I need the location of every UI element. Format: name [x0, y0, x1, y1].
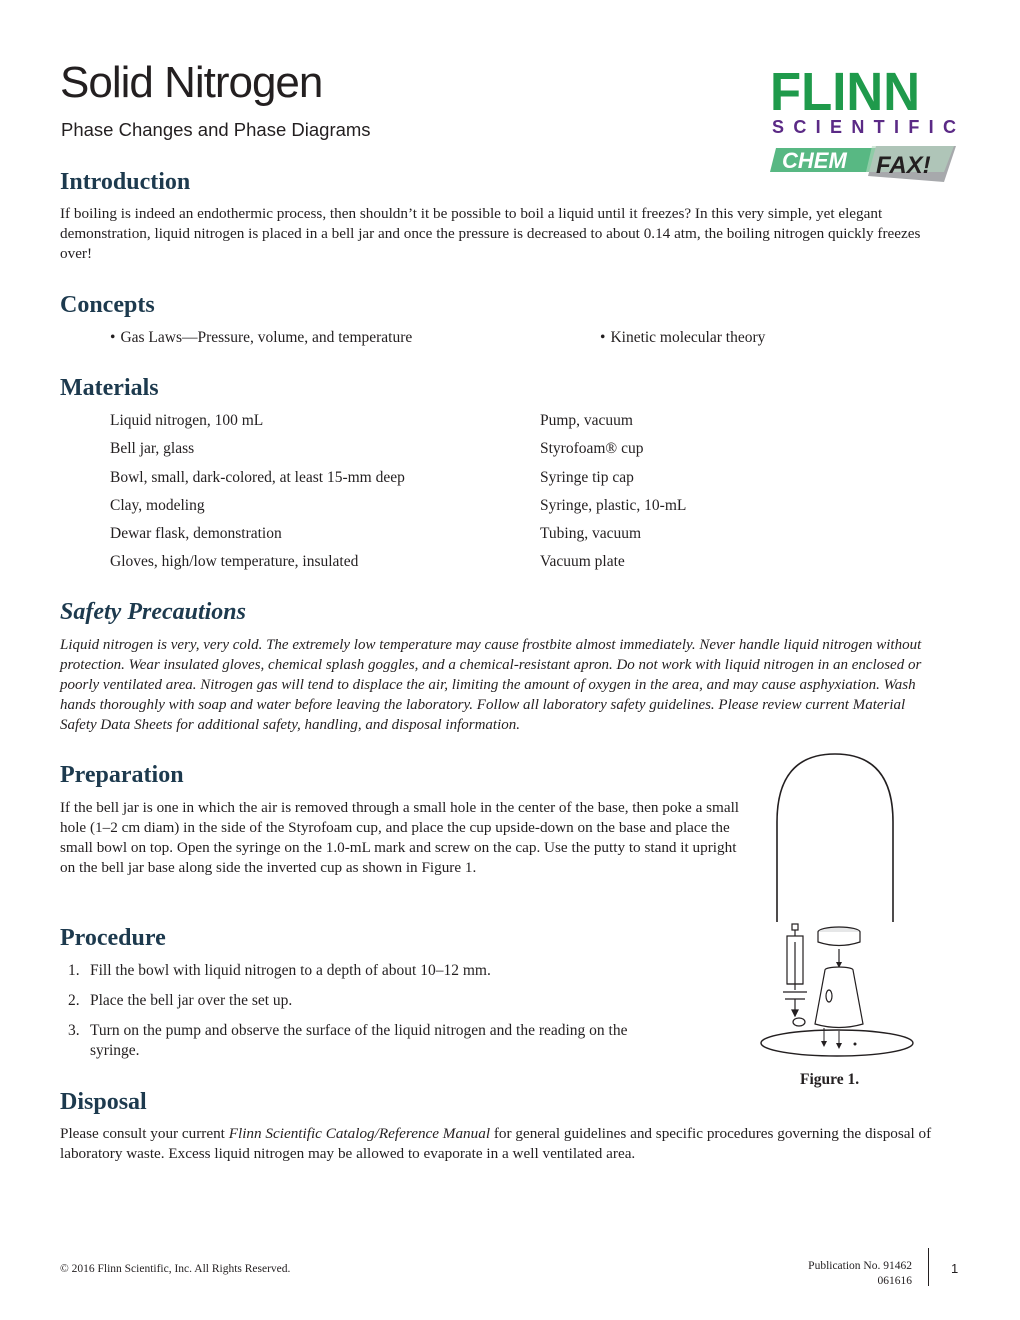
material-item: Vacuum plate	[540, 553, 625, 571]
procedure-step	[68, 991, 728, 1011]
material-item: Bowl, small, dark-colored, at least 15-mm deep	[110, 468, 405, 486]
logo-chem-text: CHEM	[782, 148, 847, 173]
safety-heading: Safety Precautions	[60, 599, 246, 625]
disposal-heading: Disposal	[60, 1089, 147, 1115]
footer-publication	[808, 1259, 912, 1289]
figure-caption: Figure 1.	[800, 1071, 860, 1088]
preparation-text: If the bell jar is one in which the air is removed through a small hole in the center of the base, then poke a small hole (1–2 cm diam) in the side of the Styrofoam cup, and place the cup upside-down on the base and place the small bowl on top. Open the syringe on the 1.0-mL mark and screw on the cap. Use the putty to stand it upright on the bell jar base along side the inverted cup as shown in Figure 1.	[60, 799, 740, 876]
materials-right-list	[540, 407, 686, 577]
procedure-heading: Procedure	[60, 925, 166, 951]
page-title: Solid Nitrogen	[60, 58, 323, 107]
materials-left-list	[110, 407, 405, 577]
safety-text: Liquid nitrogen is very, very cold. The extremely low temperature may cause frostbite almost immediately. Never handle liquid nitrogen without protection. Wear insulated gloves, chemical splash goggles, and a chemical-resistant apron. Do not work with liquid nitrogen in an enclosed or poorly ventilated area. Nitrogen gas will tend to displace the air, limiting the amount of oxygen in the area, and may cause asphyxiation. Wash hands thoroughly with soap and water before leaving the laboratory. Follow all laboratory safety guidelines. Please review current Material Safety Data Sheets for additional safety, handling, and disposal information.	[60, 637, 922, 733]
step-text-continued: syringe.	[90, 1042, 140, 1059]
concept-item: • Kinetic molecular theory	[600, 329, 766, 346]
page-subtitle: Phase Changes and Phase Diagrams	[61, 119, 371, 140]
logo-flinn-text: FLINN	[770, 62, 920, 122]
preparation-heading: Preparation	[60, 762, 184, 788]
logo-scientific-text: SCIENTIFIC	[772, 117, 956, 137]
introduction-heading: Introduction	[60, 169, 191, 195]
material-item: Dewar flask, demonstration	[110, 525, 282, 543]
footer-divider	[928, 1248, 929, 1286]
footer-copyright: © 2016 Flinn Scientific, Inc. All Rights Reserved.	[60, 1263, 291, 1275]
material-item: Liquid nitrogen, 100 mL	[110, 412, 264, 429]
procedure-step	[68, 961, 728, 981]
step-number: 3.	[68, 1022, 80, 1039]
material-item: Syringe tip cap	[540, 468, 634, 486]
catalog-title: Flinn Scientific Catalog/Reference Manual	[228, 1125, 491, 1142]
disposal-text	[60, 1124, 940, 1164]
procedure-step	[68, 1021, 728, 1061]
disposal-text-part: for general guidelines and specific procedures governing the disposal of laboratory waste. Excess liquid nitrogen may be allowed to evaporate in a well ventilated area.	[60, 1125, 932, 1162]
flinn-chemfax-logo	[768, 60, 960, 184]
material-item: Pump, vacuum	[540, 412, 633, 429]
syringe	[783, 924, 807, 1026]
concept-item-text: Gas Laws—Pressure, volume, and temperature	[120, 329, 413, 346]
material-item: Gloves, high/low temperature, insulated	[110, 553, 359, 571]
disposal-text-part: Please consult your current	[60, 1125, 229, 1142]
introduction-text: If boiling is indeed an endothermic process, then shouldn’t it be possible to boil a liquid until it freezes? In this very simple, yet elegant demonstration, liquid nitrogen is placed in a bell jar and once the pressure is decreased to about 0.14 atm, the boiling nitrogen quickly freezes over!	[60, 205, 921, 262]
small-bowl	[818, 927, 860, 946]
logo-fax-text: FAX!	[876, 152, 931, 179]
bell-jar-figure	[755, 752, 915, 1062]
concept-item: • Gas Laws—Pressure, volume, and temperature	[110, 329, 413, 346]
bell-jar-outline	[777, 754, 893, 922]
step-number: 1.	[68, 962, 80, 979]
material-item: Clay, modeling	[110, 496, 205, 514]
publication-code: 061616	[877, 1275, 912, 1287]
step-text: Turn on the pump and observe the surface of the liquid nitrogen and the reading on the	[90, 1022, 628, 1039]
step-text: Place the bell jar over the set up.	[90, 992, 293, 1009]
material-item: Syringe, plastic, 10-mL	[540, 496, 687, 514]
concept-item-text: Kinetic molecular theory	[610, 329, 766, 346]
page-number: 1	[951, 1261, 959, 1276]
publication-number: Publication No. 91462	[808, 1260, 912, 1272]
material-item: Styrofoam® cup	[540, 440, 644, 458]
concepts-heading: Concepts	[60, 292, 155, 318]
materials-heading: Materials	[60, 375, 159, 401]
styrofoam-cup	[815, 967, 863, 1028]
material-item: Bell jar, glass	[110, 440, 195, 458]
step-text: Fill the bowl with liquid nitrogen to a depth of about 10–12 mm.	[90, 962, 491, 979]
step-number: 2.	[68, 992, 80, 1009]
material-item: Tubing, vacuum	[540, 525, 642, 543]
